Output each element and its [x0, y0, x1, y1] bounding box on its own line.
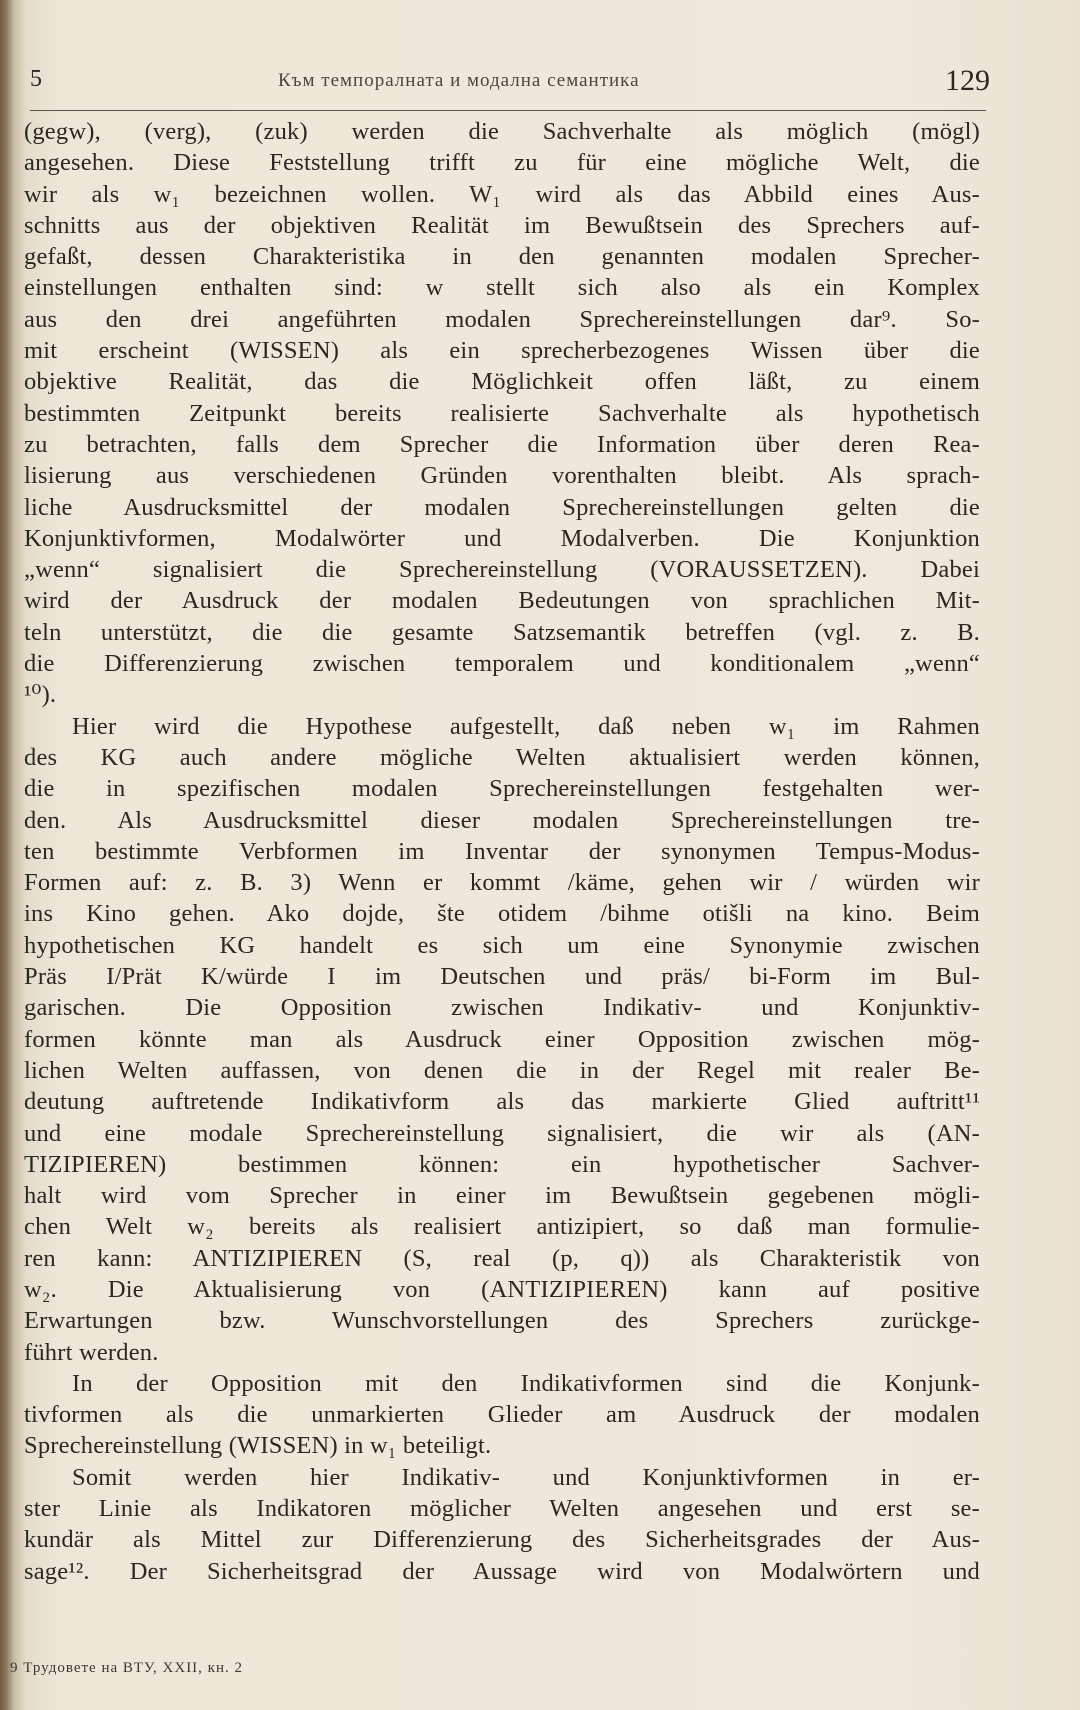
header-rule [30, 110, 986, 111]
text-line: In der Opposition mit den Indikativformen sind die Konjunk- [72, 1369, 980, 1397]
text-line: kundär als Mittel zur Differenzierung des Sicherheitsgrades der Aus- [24, 1526, 980, 1554]
text-line: angesehen. Diese Feststellung trifft zu für eine mögliche Welt, die [24, 149, 980, 177]
text-line: chen Welt w₂ bereits als realisiert antizipiert, so daß man formulie- [24, 1213, 980, 1241]
text-line: Konjunktivformen, Modalwörter und Modalverben. Die Konjunktion [24, 524, 980, 552]
text-line: mit erscheint (WISSEN) als ein sprecherbezogenes Wissen über die [24, 337, 980, 365]
text-line: ten bestimmte Verbformen im Inventar der synonymen Tempus-Modus- [24, 837, 980, 865]
text-line: lichen Welten auffassen, von denen die in der Regel mit realer Be- [24, 1056, 980, 1084]
text-line: sage¹². Der Sicherheitsgrad der Aussage wird von Modalwörtern und [24, 1557, 980, 1585]
text-line: die in spezifischen modalen Sprechereinstellungen festgehalten wer- [24, 775, 980, 803]
text-line: TIZIPIEREN) bestimmen können: ein hypothetischer Sachver- [24, 1150, 980, 1178]
body-text [24, 116, 980, 1587]
text-line: Formen auf: z. B. 3) Wenn er kommt /käme, gehen wir / würden wir [24, 869, 980, 897]
text-line: tivformen als die unmarkierten Glieder am Ausdruck der modalen [24, 1401, 980, 1429]
text-line: wird der Ausdruck der modalen Bedeutungen von sprachlichen Mit- [24, 587, 980, 615]
text-line: zu betrachten, falls dem Sprecher die Information über deren Rea- [24, 430, 980, 458]
text-line: den. Als Ausdrucksmittel dieser modalen Sprechereinstellungen tre- [24, 806, 980, 834]
text-line: wir als w₁ bezeichnen wollen. W₁ wird als das Abbild eines Aus- [24, 180, 980, 208]
text-line: schnitts aus der objektiven Realität im Bewußtsein des Sprechers auf- [24, 211, 980, 239]
signature-footer: 9 Трудовете на ВТУ, XXII, кн. 2 [10, 1660, 243, 1676]
text-line: ins Kino gehen. Ako dojde, šte otidem /bihme otišli na kino. Beim [24, 900, 980, 928]
text-line: Sprechereinstellung (WISSEN) in w₁ beteiligt. [24, 1432, 492, 1460]
running-title: Към темпоралната и модална семантика [278, 70, 640, 91]
text-line: bestimmten Zeitpunkt bereits realisierte Sachverhalte als hypothetisch [24, 399, 980, 427]
page-header [30, 62, 990, 102]
text-line: ren kann: ANTIZIPIEREN (S, real (p, q)) als Charakteristik von [24, 1244, 980, 1272]
text-line: lisierung aus verschiedenen Gründen vorenthalten bleibt. Als sprach- [24, 462, 980, 490]
text-line: die Differenzierung zwischen temporalem und konditionalem „wenn“ [24, 650, 980, 678]
text-line: formen könnte man als Ausdruck einer Opposition zwischen mög- [24, 1025, 980, 1053]
text-line: und eine modale Sprechereinstellung signalisiert, die wir als (AN- [24, 1119, 980, 1147]
text-line: Hier wird die Hypothese aufgestellt, daß neben w₁ im Rahmen [72, 712, 980, 740]
text-line: liche Ausdrucksmittel der modalen Sprechereinstellungen gelten die [24, 493, 980, 521]
text-line: führt werden. [24, 1338, 159, 1366]
text-line: garischen. Die Opposition zwischen Indikativ- und Konjunktiv- [24, 994, 980, 1022]
text-line: ¹⁰). [24, 681, 57, 709]
text-line: Erwartungen bzw. Wunschvorstellungen des Sprechers zurückge- [24, 1307, 980, 1335]
text-line: w₂. Die Aktualisierung von (ANTIZIPIEREN) kann auf positive [24, 1275, 980, 1303]
text-line: „wenn“ signalisiert die Sprechereinstellung (VORAUSSETZEN). Dabei [24, 556, 980, 584]
text-line: hypothetischen KG handelt es sich um eine Synonymie zwischen [24, 931, 980, 959]
signature-number: 5 [30, 66, 42, 92]
text-line: gefaßt, dessen Charakteristika in den genannten modalen Sprecher- [24, 243, 980, 271]
text-line: aus den drei angeführten modalen Sprechereinstellungen dar⁹. So- [24, 305, 980, 333]
text-line: ster Linie als Indikatoren möglicher Welten angesehen und erst se- [24, 1495, 980, 1523]
text-line: halt wird vom Sprecher in einer im Bewußtsein gegebenen mögli- [24, 1182, 980, 1210]
text-line: Somit werden hier Indikativ- und Konjunktivformen in er- [72, 1463, 980, 1491]
text-line: Präs I/Prät K/würde I im Deutschen und präs/ bi-Form im Bul- [24, 963, 980, 991]
text-line: (gegw), (verg), (zuk) werden die Sachverhalte als möglich (mögl) [24, 118, 980, 145]
text-line: teln unterstützt, die die gesamte Satzsemantik betreffen (vgl. z. B. [24, 618, 980, 646]
text-line: einstellungen enthalten sind: w stellt sich also als ein Komplex [24, 274, 980, 302]
text-line: deutung auftretende Indikativform als das markierte Glied auftritt¹¹ [24, 1088, 980, 1116]
text-line: des KG auch andere mögliche Welten aktualisiert werden können, [24, 743, 980, 771]
text-line: objektive Realität, das die Möglichkeit offen läßt, zu einem [24, 368, 980, 396]
page-number: 129 [945, 64, 990, 97]
